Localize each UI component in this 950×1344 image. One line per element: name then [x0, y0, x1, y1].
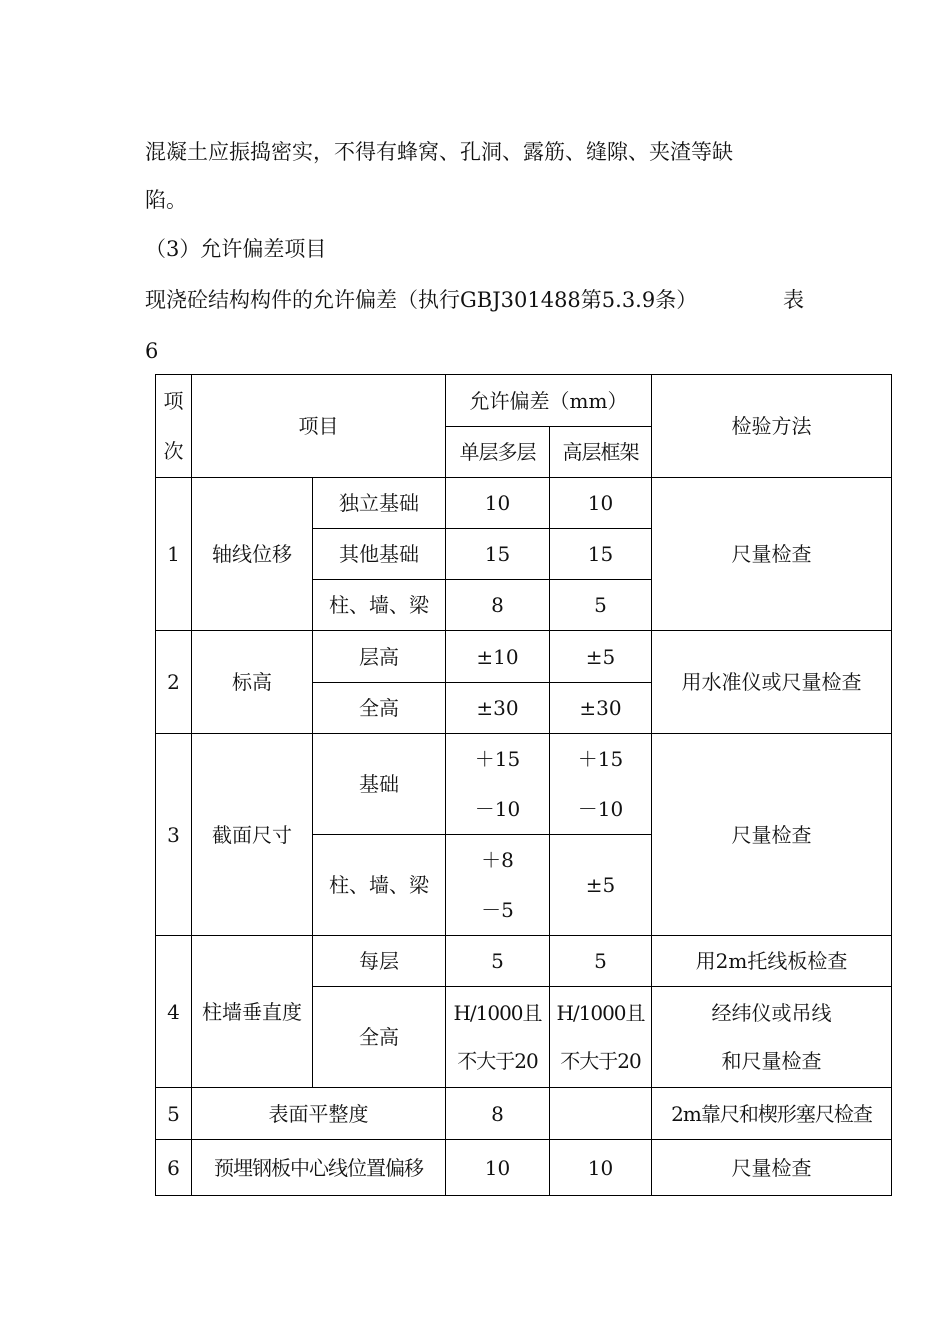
row1-sub1-name: 独立基础 [313, 478, 446, 529]
row5-name: 表面平整度 [192, 1088, 446, 1140]
row1-sub2-name: 其他基础 [313, 529, 446, 580]
header-high-frame: 高层框架 [550, 427, 652, 478]
row5-method: 2m靠尺和楔形塞尺检查 [652, 1088, 892, 1140]
section-heading: （3）允许偏差项目 [145, 237, 327, 261]
header-seq-2: 次 [163, 439, 184, 463]
row4-sub2-b [550, 987, 652, 1088]
row3-sub1-b [550, 734, 652, 835]
row4-sub2-a-lower: 不大于20 [457, 1049, 538, 1073]
row2-method: 用水准仪或尺量检查 [652, 631, 892, 734]
row3-sub1-a [446, 734, 550, 835]
row4-sub2-method-lower: 和尺量检查 [721, 1049, 822, 1073]
row2-sub2-name: 全高 [313, 683, 446, 734]
row1-sub3-b: 5 [550, 580, 652, 631]
row3-sub1-b-lower: －10 [577, 797, 624, 821]
row6-no: 6 [156, 1140, 192, 1196]
header-item: 项目 [192, 375, 446, 478]
row1-sub3-name: 柱、墙、梁 [313, 580, 446, 631]
row2-sub2-a: ±30 [446, 683, 550, 734]
row4-sub2-b-lower: 不大于20 [560, 1049, 641, 1073]
row6-b: 10 [550, 1140, 652, 1196]
row2-no: 2 [156, 631, 192, 734]
deviation-table [155, 374, 892, 1196]
row1-no: 1 [156, 478, 192, 631]
row2-sub2-b: ±30 [550, 683, 652, 734]
row4-sub1-method: 用2m托线板检查 [652, 936, 892, 987]
table-caption: 现浇砼结构构件的允许偏差（执行GBJ301488第5.3.9条） [145, 288, 698, 312]
header-method: 检验方法 [652, 375, 892, 478]
row5-no: 5 [156, 1088, 192, 1140]
row3-name: 截面尺寸 [192, 734, 313, 936]
row4-name: 柱墙垂直度 [192, 936, 313, 1088]
row4-sub2-a-upper: H/1000且 [453, 1001, 542, 1025]
row1-method: 尺量检查 [652, 478, 892, 631]
row3-sub2-a [446, 835, 550, 936]
row3-sub1-name: 基础 [313, 734, 446, 835]
header-deviation: 允许偏差（mm） [446, 375, 652, 427]
row6-a: 10 [446, 1140, 550, 1196]
row3-sub2-a-upper: ＋8 [481, 848, 514, 872]
row1-sub2-b: 15 [550, 529, 652, 580]
row4-sub1-b: 5 [550, 936, 652, 987]
row2-sub1-name: 层高 [313, 631, 446, 683]
row2-sub1-b: ±5 [550, 631, 652, 683]
row3-sub1-a-lower: －10 [474, 797, 521, 821]
row3-sub2-name: 柱、墙、梁 [313, 835, 446, 936]
row1-sub1-a: 10 [446, 478, 550, 529]
row1-sub1-b: 10 [550, 478, 652, 529]
row4-sub2-a [446, 987, 550, 1088]
row3-sub2-a-lower: －5 [481, 898, 514, 922]
row4-sub2-method [652, 987, 892, 1088]
row4-sub2-name: 全高 [313, 987, 446, 1088]
row3-sub1-b-upper: ＋15 [577, 747, 624, 771]
row4-sub1-a: 5 [446, 936, 550, 987]
row3-no: 3 [156, 734, 192, 936]
row3-method: 尺量检查 [652, 734, 892, 936]
row4-sub2-method-upper: 经纬仪或吊线 [711, 1001, 832, 1025]
row4-sub2-b-upper: H/1000且 [556, 1001, 645, 1025]
row1-name: 轴线位移 [192, 478, 313, 631]
row5-a: 8 [446, 1088, 550, 1140]
table-label: 表 [783, 288, 804, 312]
body-text-line-1: 混凝土应振捣密实，不得有蜂窝、孔洞、露筋、缝隙、夹渣等缺 [145, 140, 733, 164]
row4-sub1-name: 每层 [313, 936, 446, 987]
row6-method: 尺量检查 [652, 1140, 892, 1196]
row2-name: 标高 [192, 631, 313, 734]
header-seq-1: 项 [163, 389, 184, 413]
row2-sub1-a: ±10 [446, 631, 550, 683]
row6-name: 预埋钢板中心线位置偏移 [192, 1140, 446, 1196]
header-seq [156, 375, 192, 478]
row4-no: 4 [156, 936, 192, 1088]
body-text-line-2: 陷。 [145, 188, 187, 212]
table-number: 6 [145, 339, 159, 363]
header-single-multi: 单层多层 [446, 427, 550, 478]
row5-b [550, 1088, 652, 1140]
row3-sub1-a-upper: ＋15 [474, 747, 521, 771]
row1-sub2-a: 15 [446, 529, 550, 580]
row1-sub3-a: 8 [446, 580, 550, 631]
row3-sub2-b: ±5 [550, 835, 652, 936]
